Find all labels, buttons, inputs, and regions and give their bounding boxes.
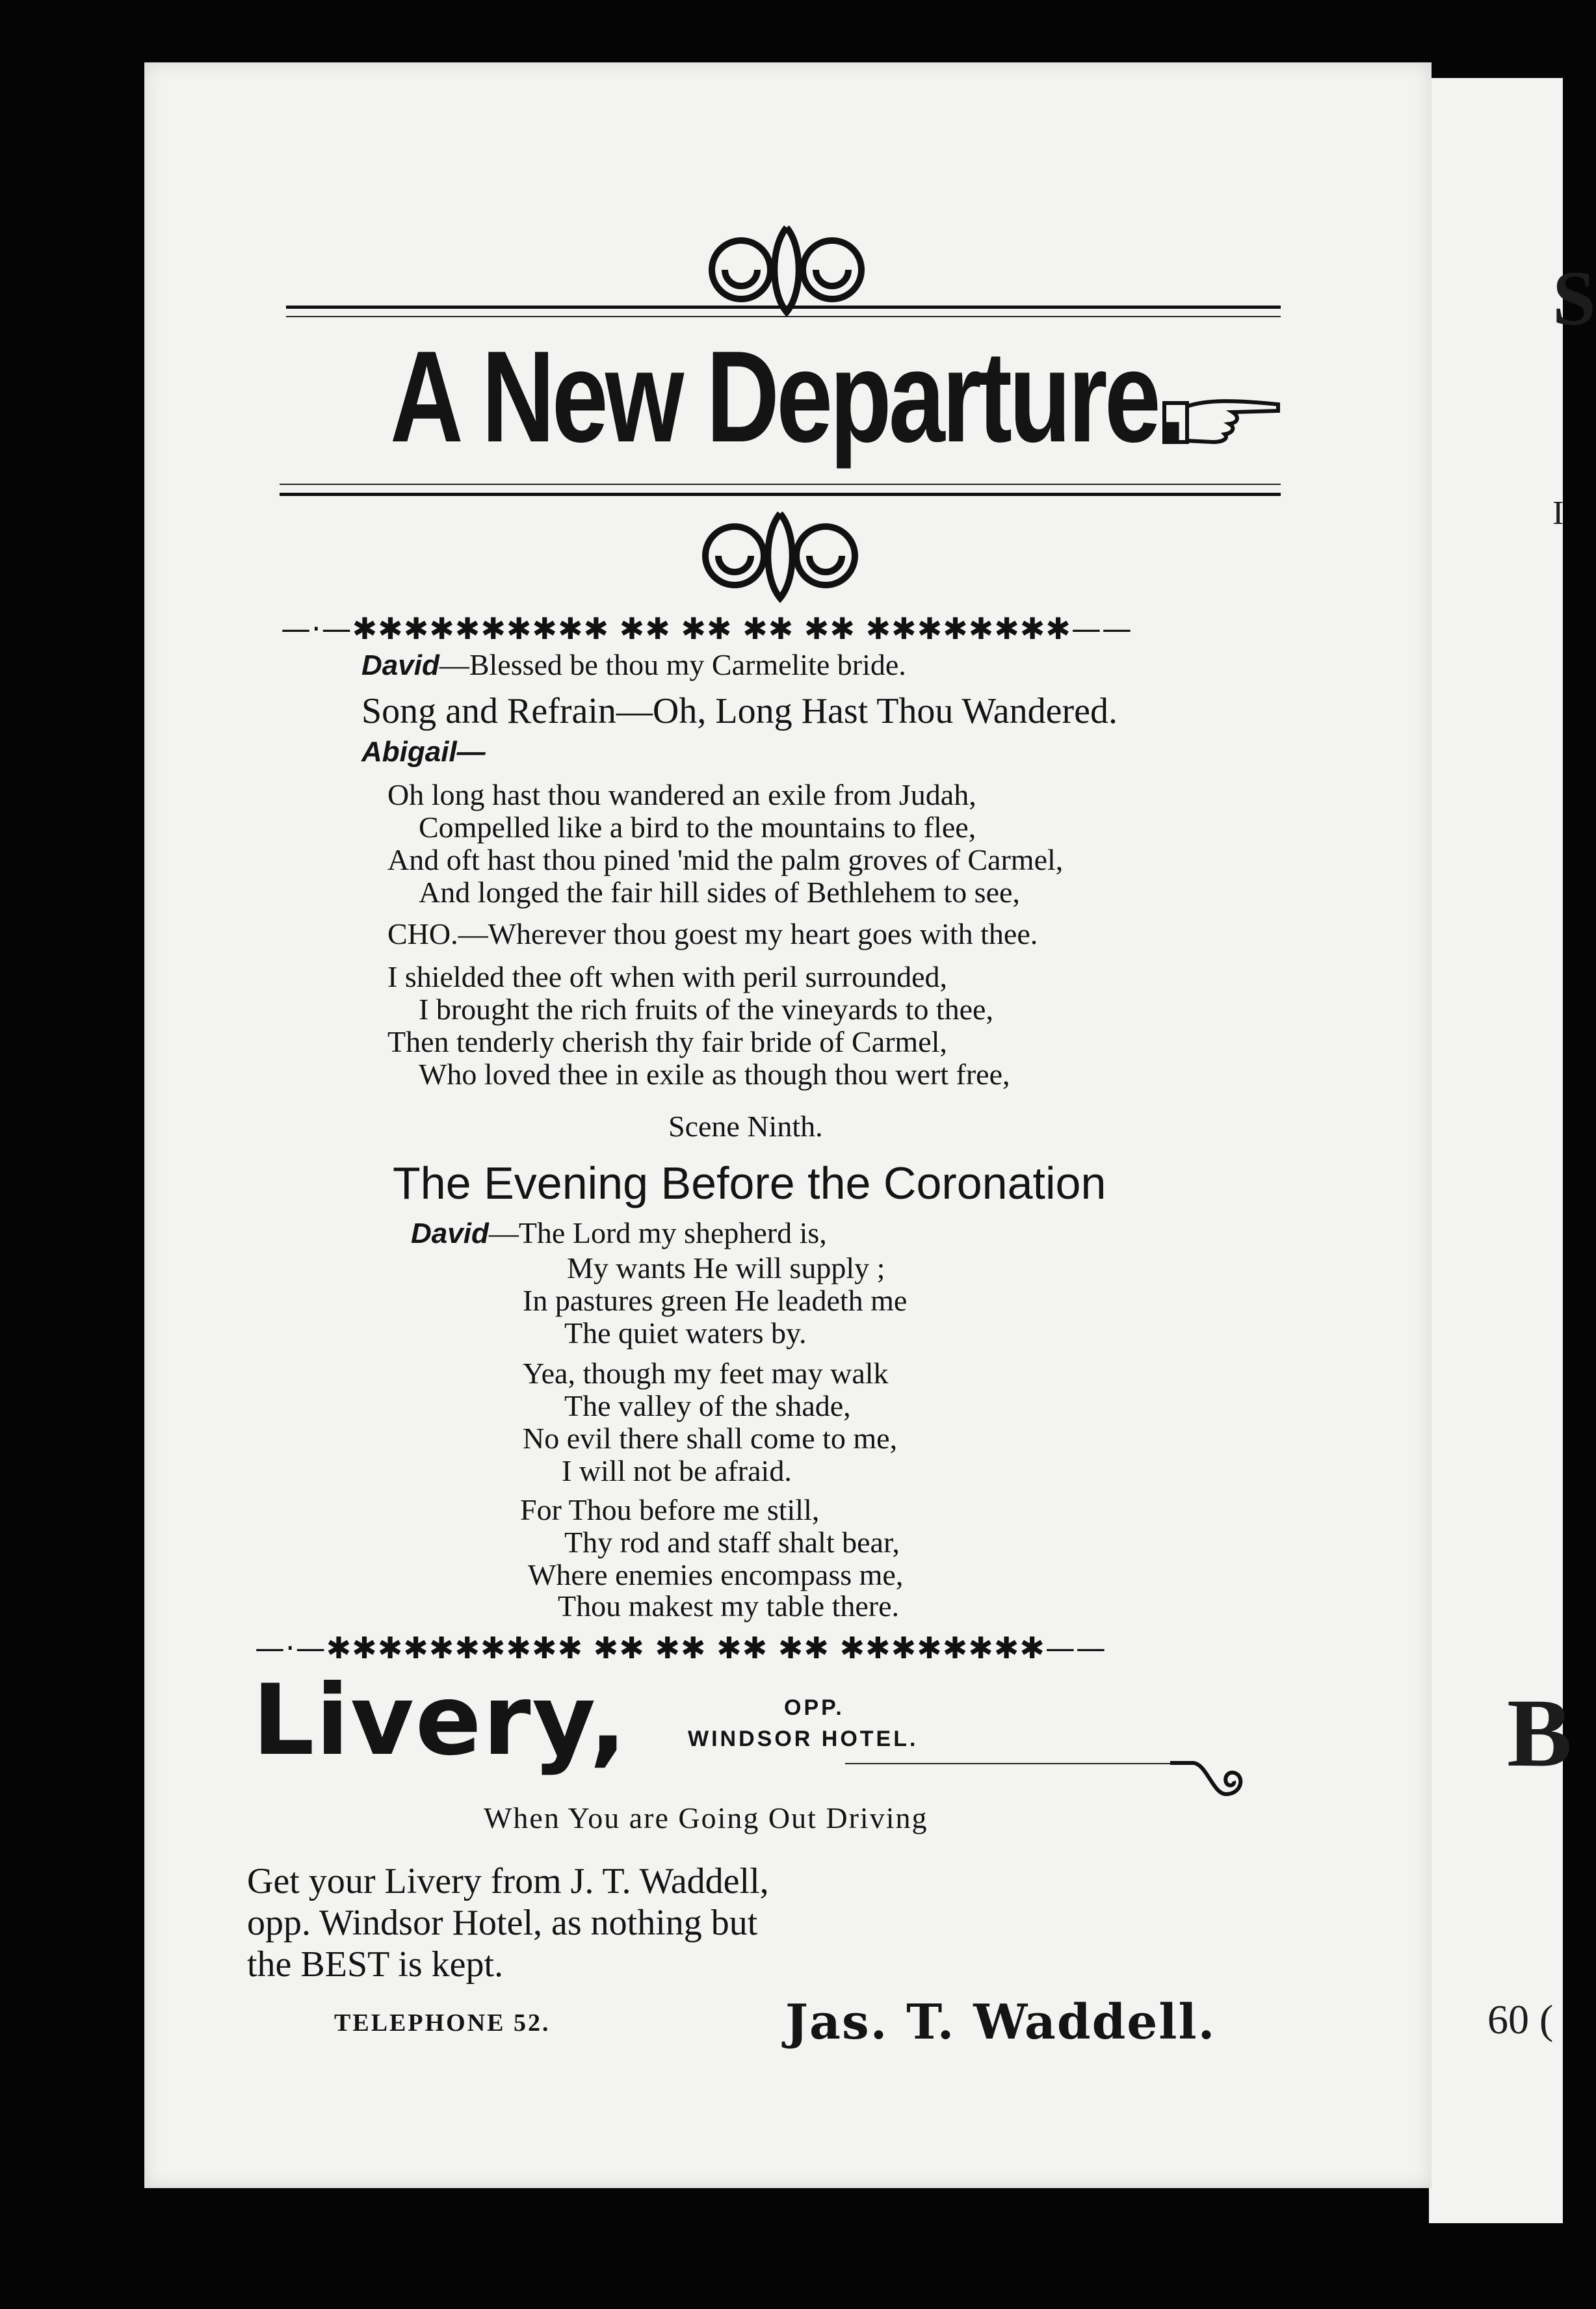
song-title: Song and Refrain—Oh, Long Hast Thou Wandered. — [361, 691, 1118, 731]
header-rule-bottom — [280, 493, 1281, 496]
verse-line: Who loved thee in exile as though thou wert free, — [419, 1058, 1010, 1091]
psalm-line: Thou makest my table there. — [558, 1589, 900, 1623]
psalm-line: In pastures green He leadeth me — [523, 1284, 908, 1317]
verse-line: I brought the rich fruits of the vineyards to thee, — [419, 993, 993, 1026]
speaker-label: David — [361, 649, 439, 681]
psalm-line: Thy rod and staff shalt bear, — [564, 1526, 900, 1559]
speaker-label: David — [411, 1218, 489, 1249]
verse-line: Compelled like a bird to the mountains to flee, — [419, 811, 976, 844]
psalm-text: —The Lord my shepherd is, — [488, 1216, 827, 1249]
chorus-line: CHO.—Wherever thou goest my heart goes with thee. — [387, 917, 1038, 950]
psalm-line: For Thou before me still, — [520, 1493, 820, 1526]
ad-signature: Jas. T. Waddell. — [785, 1994, 1216, 2050]
star-divider-bottom: —·—✱✱✱✱✱✱✱✱✱✱ ✱✱ ✱✱ ✱✱ ✱✱ ✱✱✱✱✱✱✱✱—— — [255, 1630, 1106, 1665]
page-title: A New Departure. — [390, 324, 1183, 469]
header-rule-top-thin — [286, 316, 1281, 317]
psalm-line: Where enemies encompass me, — [528, 1558, 904, 1591]
verse-line: I shielded thee oft when with peril surrounded, — [387, 960, 947, 993]
psalm-line: My wants He will supply ; — [567, 1251, 885, 1285]
header-rule-bottom-thin — [280, 484, 1281, 485]
ad-hotel: WINDSOR HOTEL. — [688, 1727, 919, 1751]
ad-telephone: TELEPHONE 52. — [334, 2009, 551, 2037]
scene-title: The Evening Before the Coronation — [393, 1158, 1106, 1208]
next-page-sliver — [1429, 78, 1596, 2223]
next-page-fragment: 60 ( — [1487, 1996, 1554, 2042]
pointing-hand-icon — [1161, 390, 1285, 449]
psalm-line: No evil there shall come to me, — [523, 1422, 898, 1455]
speaker-label: Abigail— — [361, 736, 486, 768]
psalm-line: The quiet waters by. — [564, 1316, 807, 1350]
star-divider-top: —·—✱✱✱✱✱✱✱✱✱✱ ✱✱ ✱✱ ✱✱ ✱✱ ✱✱✱✱✱✱✱✱—— — [281, 611, 1132, 646]
ad-headline: Livery, — [252, 1664, 628, 1777]
scroll-ornament-top — [696, 221, 878, 319]
psalm-line: The valley of the shade, — [564, 1389, 851, 1422]
verse-line: Oh long hast thou wandered an exile from Judah, — [387, 778, 976, 811]
ad-body-line: Get your Livery from J. T. Waddell, — [247, 1861, 769, 1901]
ad-opp: OPP. — [784, 1695, 844, 1720]
psalm-line: I will not be afraid. — [562, 1454, 792, 1487]
david-line — [361, 647, 906, 682]
verse-line: And longed the fair hill sides of Bethlehem to see, — [419, 876, 1020, 909]
psalm-line: Yea, though my feet may walk — [523, 1357, 889, 1390]
psalm-first-line — [411, 1216, 827, 1250]
verse-line: And oft hast thou pined 'mid the palm groves of Carmel, — [387, 843, 1064, 876]
verse-line: Then tenderly cherish thy fair bride of Carmel, — [387, 1025, 947, 1058]
ad-body-line: the BEST is kept. — [247, 1944, 504, 1985]
scene-label: Scene Ninth. — [668, 1110, 823, 1143]
dialogue-text: —Blessed be thou my Carmelite bride. — [439, 648, 906, 681]
ad-tagline: When You are Going Out Driving — [484, 1801, 928, 1834]
next-page-fragment: B — [1507, 1679, 1573, 1787]
ad-body-line: opp. Windsor Hotel, as nothing but — [247, 1903, 758, 1943]
next-page-fragment: S — [1552, 255, 1596, 341]
flourish-icon — [1168, 1755, 1259, 1814]
scroll-ornament-bottom — [689, 507, 871, 605]
header-rule-top — [286, 306, 1281, 309]
next-page-fragment: I — [1552, 495, 1564, 532]
ad-rule — [845, 1763, 1183, 1764]
